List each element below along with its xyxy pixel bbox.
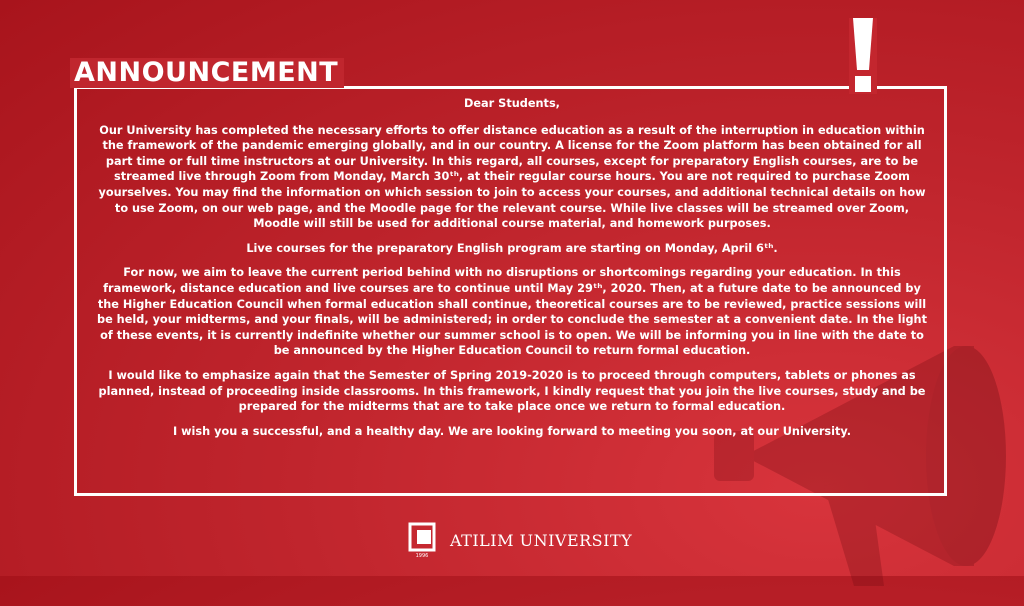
letter-paragraph: I would like to emphasize again that the Semester of Spring 2019-2020 is to proceed through computers, tablets or phones as planned, instead of proceeding inside classrooms. In this framework, I kindly request that you join the live courses, study and be prepared for the midterms that are to take place once we return to formal education.: [98, 368, 926, 414]
university-logo: [408, 522, 632, 558]
letter-paragraph: Our University has completed the necessary efforts to offer distance education as a result of the interruption in education within the framework of the pandemic emerging globally, and in our country. A license for the Zoom platform has been obtained for all part time or full time instructors at our University. In this regard, all courses, except for preparatory English courses, are to be streamed live through Zoom from Monday, March 30ᵗʰ, at their regular course hours. You are not required to purchase Zoom yourselves. You may find the information on which session to join to access your courses, and additional technical details on how to use Zoom, on our web page, and the Moodle page for the relevant course. While live classes will be streamed over Zoom, Moodle will still be used for additional course material, and homework purposes.: [98, 123, 926, 231]
letter-greeting: Dear Students,: [464, 97, 560, 110]
university-name: ATILIM UNIVERSITY: [450, 530, 633, 550]
atilim-logo-icon: [408, 522, 442, 558]
announcement-title: ANNOUNCEMENT: [70, 58, 344, 88]
exclamation-icon: [849, 18, 877, 94]
logo-year: 1996: [415, 553, 429, 558]
letter-paragraph: For now, we aim to leave the current period behind with no disruptions or shortcomings regarding your education. In this framework, distance education and live courses are to continue until May 29ᵗʰ, 2020. Then, at a future date to be announced by the Higher Education Council when formal education shall continue, theoretical courses are to be reviewed, practice sessions will be held, your midterms, and your finals, will be administered; in order to conclude the semester at a convenient date. In the light of these events, it is currently indefinite whether our summer school is to open. We will be informing you in line with the date to be announced by the Higher Education Council to return formal education.: [97, 266, 927, 358]
letter-closing: I wish you a successful, and a healthy day. We are looking forward to meeting you soon, at our University.: [172, 424, 852, 438]
letter-paragraph: Live courses for the preparatory English program are starting on Monday, April 6ᵗʰ.: [246, 241, 778, 255]
letter-body: [94, 96, 930, 448]
